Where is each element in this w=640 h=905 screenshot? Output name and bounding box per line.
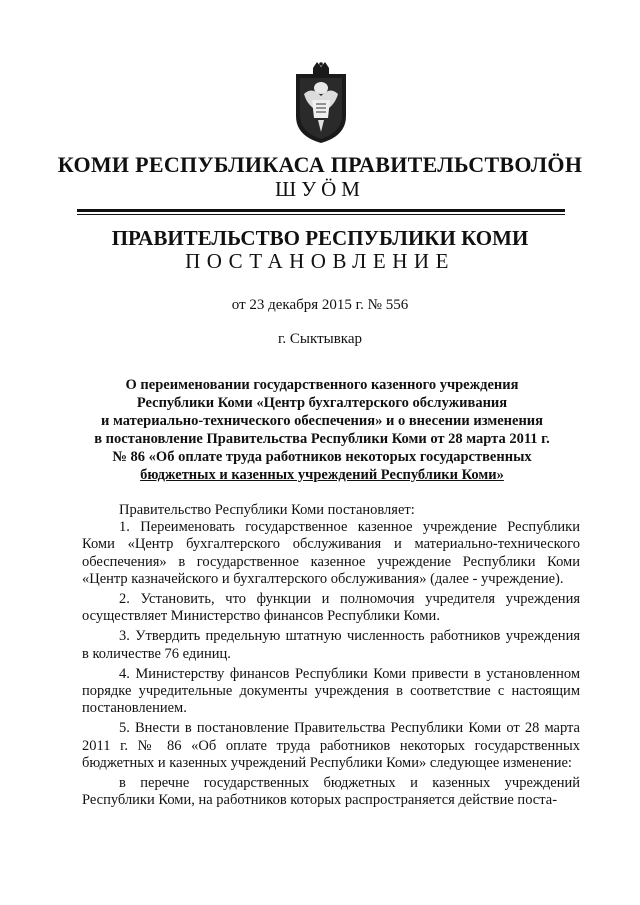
- body-paragraph: 4. Министерству финансов Республики Коми привести в установленном порядке учредительные документы учреждения в соответствие с настоящим постановлением.: [82, 665, 580, 717]
- document-title: [80, 376, 564, 484]
- doctype-komi: ШУӦМ: [275, 177, 365, 201]
- title-line: бюджетных и казенных учреждений Республики Коми»: [140, 467, 504, 483]
- body-paragraph: в перечне государственных бюджетных и казенных учреждений Республики Коми, на работников которых распространяется действие поста-: [82, 775, 580, 809]
- header-divider-thick: [77, 209, 565, 212]
- doctype-russian: ПОСТАНОВЛЕНИЕ: [185, 249, 455, 273]
- title-line: Республики Коми «Центр бухгалтерского обслуживания: [136, 395, 508, 411]
- document-body: [82, 502, 580, 809]
- body-paragraph: 1. Переименовать государственное казенное учреждение Республики Коми «Центр бухгалтерского обслуживания и материально-технического обеспечения» в государственное казенное учреждение Республики Коми «Центр казначейского и бухгалтерского обслуживания» (далее - учреждение).: [82, 519, 580, 587]
- org-name-russian: ПРАВИТЕЛЬСТВО РЕСПУБЛИКИ КОМИ: [111, 226, 529, 250]
- title-line: О переименовании государственного казенного учреждения: [125, 377, 519, 393]
- body-paragraph: 5. Внести в постановление Правительства Республики Коми от 28 марта 2011 г. № 86 «Об оплате труда работников некоторых государственных бюджетных и казенных учреждений Республики Коми» следующее изменение:: [82, 720, 580, 771]
- body-paragraph: Правительство Республики Коми постановляет:: [119, 502, 415, 518]
- body-paragraph: 2. Установить, что функции и полномочия учредителя учреждения осуществляет Министерство финансов Республики Коми.: [82, 591, 580, 625]
- title-line: № 86 «Об оплате труда работников некоторых государственных: [112, 449, 532, 465]
- title-line: и материально-технического обеспечения» и о внесении изменения: [100, 413, 544, 429]
- komi-coat-of-arms-icon: [294, 60, 348, 144]
- header-divider-thin: [77, 214, 565, 215]
- body-paragraph: 3. Утвердить предельную штатную численность работников учреждения в количестве 76 единиц.: [82, 628, 580, 662]
- city-line: г. Сыктывкар: [277, 331, 363, 347]
- org-name-komi: КОМИ РЕСПУБЛИКАСА ПРАВИТЕЛЬСТВОЛӦН: [57, 152, 583, 177]
- date-number-line: от 23 декабря 2015 г. № 556: [231, 297, 409, 313]
- title-line: в постановление Правительства Республики Коми от 28 марта 2011 г.: [94, 431, 550, 447]
